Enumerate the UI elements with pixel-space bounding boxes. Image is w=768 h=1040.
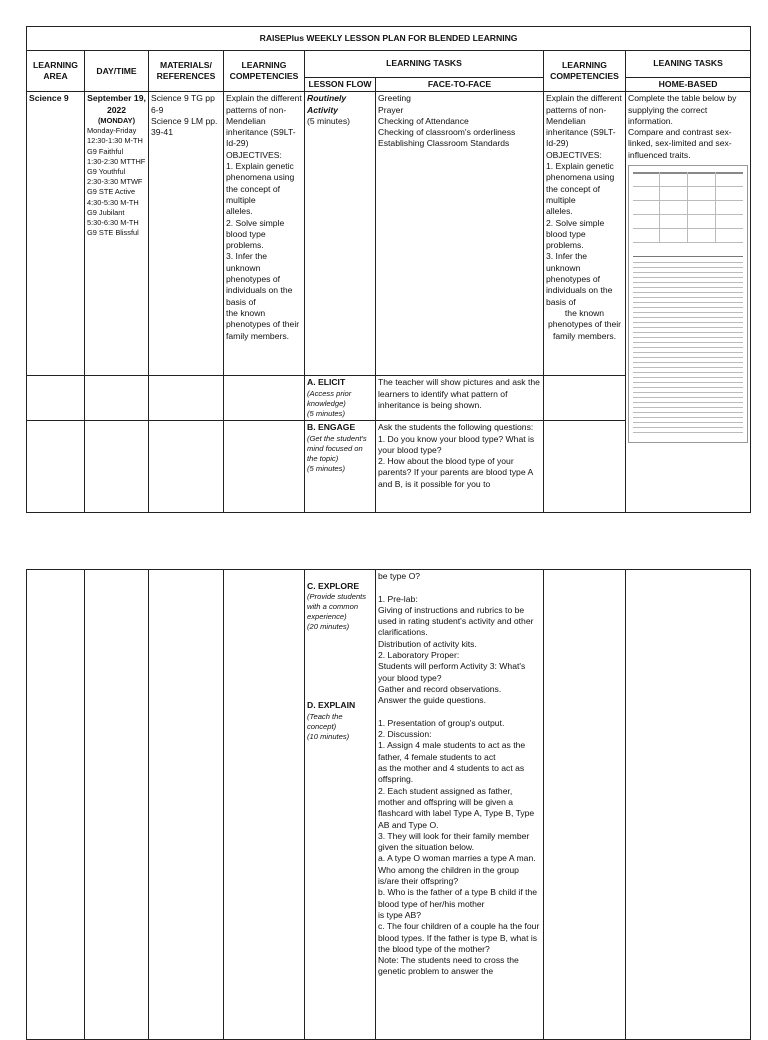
page-1 [26, 26, 750, 513]
home-based-cell [626, 92, 751, 513]
face-elicit-cell: The teacher will show pictures and ask the learners to identify what pattern of inheritance is being shown. [376, 376, 544, 421]
flow-engage-sub: (Get the student's mind focused on the topic) (5 minutes) [307, 433, 367, 473]
flow-engage-title: B. ENGAGE [307, 422, 356, 433]
flow-explore-title: C. EXPLORE [307, 581, 360, 591]
flow-explore-explain-cell [305, 570, 376, 1040]
header-lesson-flow: LESSON FLOW [305, 78, 376, 92]
flow-elicit-sub: (Access prior knowledge) (5 minutes) [307, 388, 352, 418]
learning-area-cell: Science 9 [27, 92, 85, 376]
header-leaning-tasks: LEANING TASKS [626, 51, 751, 78]
header-learning-area: LEARNING AREA [27, 51, 85, 92]
worksheet-thumbnail [628, 165, 748, 443]
header-home-based: HOME-BASED [626, 78, 751, 92]
lesson-date: September 19, 2022 [87, 93, 146, 115]
plan-title: RAISEPlus WEEKLY LESSON PLAN FOR BLENDED LEARNING [27, 27, 751, 51]
competency-2-text: Explain the different patterns of non-Mendelian inheritance (S9LT-Id-29) OBJECTIVES: 1. Explain genetic phenomena using the concept of multiple alleles. 2. Solve simple blood type problems. 3. Infer the unknown phenotypes of individuals on the basis of [546, 93, 622, 307]
day-time-cell [85, 92, 149, 376]
flow-routine-title: Routinely Activity [307, 93, 347, 115]
flow-explore-sub: (Provide students with a common experience) (20 minutes) [307, 592, 367, 632]
flow-elicit-cell [305, 376, 376, 421]
flow-explain-sub: (Teach the concept) (10 minutes) [307, 711, 350, 741]
competency-2-end: the known phenotypes of their family members. [547, 307, 622, 341]
flow-elicit-title: A. ELICIT [307, 377, 346, 388]
header-learning-tasks: LEARNING TASKS [305, 51, 544, 78]
header-materials: MATERIALS/ REFERENCES [149, 51, 224, 92]
header-day-time: DAY/TIME [85, 51, 149, 92]
home-based-text: Complete the table below by supplying the correct information. Compare and contrast sex-linked, sex-limited and sex-influenced traits. [628, 93, 737, 160]
header-face-to-face: FACE-TO-FACE [376, 78, 544, 92]
competency-cell-2 [544, 92, 626, 376]
competency-cell: Explain the different patterns of non-Mendelian inheritance (S9LT-Id-29) OBJECTIVES: 1. Explain genetic phenomena using the concept of multiple alleles. 2. Solve simple blood type problems. 3. Infer the unknown phenotypes of individuals on the basis of the known phenotypes of their family members. [224, 92, 305, 376]
lesson-day: (MONDAY) [97, 115, 136, 125]
header-competencies-2: LEARNING COMPETENCIES [544, 51, 626, 92]
page-2 [26, 569, 750, 1040]
flow-explain-title: D. EXPLAIN [307, 700, 356, 711]
class-schedule: Monday-Friday 12:30-1:30 M-TH G9 Faithful 1:30-2:30 MTTHF G9 Youthful 2:30-3:30 MTWF G9 STE Active 4:30-5:30 M-TH G9 Jubilant 5:30-6:30 M-TH G9 STE Blissful [87, 126, 146, 238]
flow-engage-cell [305, 421, 376, 513]
flow-routine-time: (5 minutes) [307, 115, 350, 126]
face-routine-cell: Greeting Prayer Checking of Attendance Checking of classroom's orderliness Establishing Classroom Standards [376, 92, 544, 376]
face-explore-explain-cell: be type O? 1. Pre-lab: Giving of instructions and rubrics to be used in rating student's activity and other clarifications. Distribution of activity kits. 2. Laboratory Proper: Students will perform Activity 3: What's your blood type? Gather and record observations. Answer the guide questions. 1. Presentation of group's output. 2. Discussion: 1. Assign 4 male students to act as the father, 4 female students to act as the mother and 4 students to act as offspring. 2. Each student assigned as father, mother and offspring will be given a flashcard with label Type A, Type B, Type AB and Type O. 3. They will look for their family member given the situation below. a. A type O woman marries a type A man. Who among the children in the group is/are their offspring? b. Who is the father of a type B child if the blood type of her/his mother is type AB? c. The four children of a couple ha the four blood types. If the father is type B, what is the blood type of the mother? Note: The students need to cross the genetic problem to answer the [376, 570, 544, 1040]
lesson-plan-table [26, 26, 751, 513]
flow-routine-cell [305, 92, 376, 376]
materials-cell: Science 9 TG pp 6-9 Science 9 LM pp. 39-41 [149, 92, 224, 376]
lesson-plan-table-continued [26, 569, 751, 1040]
face-engage-cell: Ask the students the following questions: 1. Do you know your blood type? What is your blood type? 2. How about the blood type of your parents? If your parents are blood type A and B, is it possible for you to [376, 421, 544, 513]
header-competencies: LEARNING COMPETENCIES [224, 51, 305, 92]
